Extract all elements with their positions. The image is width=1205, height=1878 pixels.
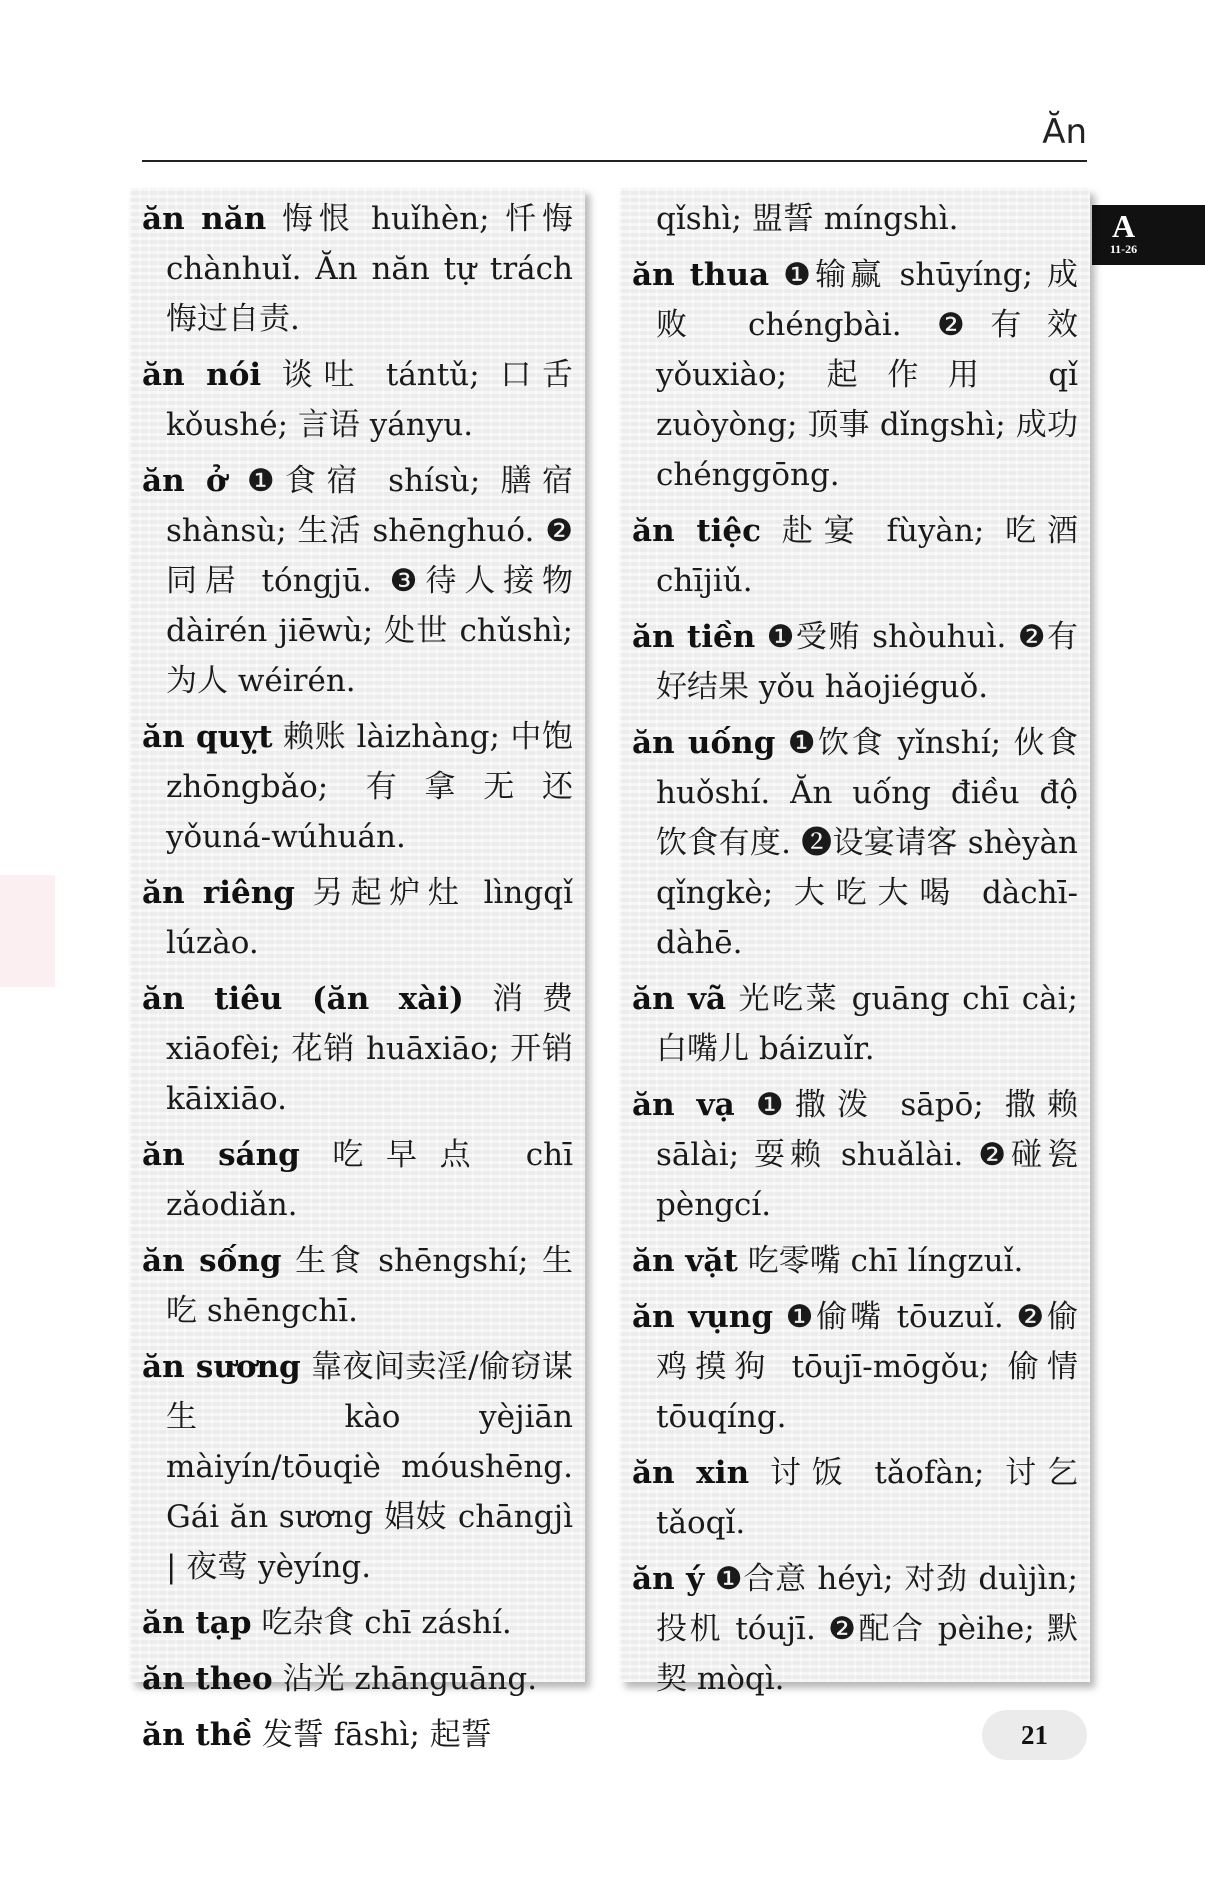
entry-definition: ❶饮食 yǐnshí; 伙食 huǒshí. Ăn uống điều độ 饮食有度. ❷设宴请客 shèyàn qǐngkè; 大吃大喝 dàchī-dàhē. <box>656 725 1078 961</box>
entry-definition: 沾光 zhānguāng. <box>272 1661 538 1697</box>
dictionary-entry <box>632 1448 1078 1548</box>
entry-headword: ăn tiêu (ăn xài) <box>142 981 464 1017</box>
entry-headword: ăn vụng <box>632 1299 773 1335</box>
entry-headword: ăn tiền <box>632 619 756 655</box>
entry-headword: ăn riêng <box>142 875 295 911</box>
dictionary-entry <box>632 612 1078 712</box>
entry-definition: qǐshì; 盟誓 míngshì. <box>656 201 959 237</box>
entry-definition: ❶合意 héyì; 对劲 duìjìn; 投机 tóujī. ❷配合 pèihe; 默契 mòqì. <box>656 1561 1078 1697</box>
dictionary-entry <box>632 1292 1078 1442</box>
dictionary-entry <box>632 1080 1078 1230</box>
entry-definition: ❶偷嘴 tōuzuǐ. ❷偷鸡摸狗 tōujī-mōgǒu; 偷情 tōuqíng. <box>656 1299 1078 1435</box>
entry-definition: 讨饭 tǎofàn; 讨乞 tǎoqǐ. <box>656 1455 1078 1541</box>
entry-headword: ăn uống <box>632 725 776 761</box>
entry-headword: ăn xin <box>632 1455 750 1491</box>
thumb-index-range: 11-26 <box>1109 242 1138 256</box>
dictionary-entry <box>632 974 1078 1074</box>
dictionary-entry <box>142 1130 573 1230</box>
entry-definition: 吃杂食 chī záshí. <box>251 1605 512 1641</box>
entry-definition: 靠夜间卖淫/偷窃谋生 kào yèjiān màiyín/tōuqiè móushēng. Gái ăn sương 娼妓 chāngjì | 夜莺 yèyíng. <box>166 1349 573 1585</box>
dictionary-entry <box>142 974 573 1124</box>
dictionary-entry <box>142 712 573 862</box>
thumb-index-letter: A <box>1111 208 1136 244</box>
dictionary-entry <box>632 194 1078 244</box>
dictionary-entry <box>142 1342 573 1592</box>
entry-headword: ăn thua <box>632 257 770 293</box>
left-column <box>130 188 585 1753</box>
dictionary-entry <box>142 1236 573 1336</box>
dictionary-entry <box>142 1598 573 1648</box>
entry-headword: ăn thề <box>142 1717 252 1753</box>
entry-definition: 光吃菜 guāng chī cài; 白嘴儿 báizuǐr. <box>656 981 1078 1067</box>
entry-definition: 谈吐 tántǔ; 口舌 kǒushé; 言语 yányu. <box>166 357 573 443</box>
entry-headword: ăn nói <box>142 357 262 393</box>
dictionary-entry <box>632 1236 1078 1286</box>
entry-definition: 吃早点 chī zǎodiǎn. <box>166 1137 574 1223</box>
running-head: Ăn <box>1042 112 1087 152</box>
entry-headword: ăn quỵt <box>142 719 273 755</box>
entry-headword: ăn theo <box>142 1661 273 1697</box>
dictionary-entry <box>632 1554 1078 1704</box>
dictionary-entry <box>632 506 1078 606</box>
entry-headword: ăn sống <box>142 1243 282 1279</box>
entry-headword: ăn sương <box>142 1349 301 1385</box>
entry-headword: ăn tạp <box>142 1605 252 1641</box>
entry-definition: 吃零嘴 chī língzuǐ. <box>737 1243 1024 1279</box>
entry-headword: ăn vặt <box>632 1243 738 1279</box>
right-column <box>620 188 1090 1697</box>
entry-headword: ăn vã <box>632 981 727 1017</box>
dictionary-entry <box>142 350 573 450</box>
dictionary-entry <box>142 1654 573 1704</box>
entry-definition: 悔恨 huǐhèn; 忏悔 chànhuǐ. Ăn năn tự trách 悔过自责. <box>166 201 573 337</box>
entry-headword: ăn tiệc <box>632 513 762 549</box>
entry-definition: 赖账 làizhàng; 中饱 zhōngbǎo; 有拿无还 yǒuná-wúhuán. <box>166 719 573 855</box>
dictionary-entry <box>142 194 573 344</box>
entry-headword: ăn năn <box>142 201 267 237</box>
entry-definition: 另起炉灶 lìngqǐ lúzào. <box>166 875 573 961</box>
entry-definition: 发誓 fāshì; 起誓 <box>252 1717 492 1753</box>
dictionary-entry <box>142 456 573 706</box>
entry-definition: 生食 shēngshí; 生吃 shēngchī. <box>166 1243 573 1329</box>
page-header <box>142 108 1087 162</box>
entry-definition: 消费 xiāofèi; 花销 huāxiāo; 开销 kāixiāo. <box>166 981 573 1117</box>
dictionary-entry <box>632 250 1078 500</box>
entry-headword: ăn sáng <box>142 1137 300 1173</box>
entry-definition: 赴宴 fùyàn; 吃酒 chījiǔ. <box>656 513 1078 599</box>
entry-headword: ăn ở <box>142 463 227 499</box>
page-number: 21 <box>982 1710 1087 1760</box>
thumb-index-tab <box>1092 205 1205 265</box>
entry-definition: ❶撒泼 sāpō; 撒赖 sālài; 耍赖 shuǎlài. ❷碰瓷 pèngcí. <box>656 1087 1078 1223</box>
dictionary-entry <box>632 718 1078 968</box>
side-edge-mark <box>0 875 55 987</box>
entry-definition: ❶输赢 shūyíng; 成败 chéngbài. ❷有效 yǒuxiào; 起作用 qǐ zuòyòng; 顶事 dǐngshì; 成功 chénggōng. <box>656 257 1078 493</box>
entry-headword: ăn vạ <box>632 1087 735 1123</box>
entry-headword: ăn ý <box>632 1561 705 1597</box>
entry-definition: ❶食宿 shísù; 膳宿 shànsù; 生活 shēnghuó. ❷同居 tóngjū. ❸待人接物 dàirén jiēwù; 处世 chǔshì; 为人 wéirén. <box>166 463 573 699</box>
dictionary-entry <box>142 1710 573 1760</box>
entry-definition: ❶受贿 shòuhuì. ❷有好结果 yǒu hǎojiéguǒ. <box>656 619 1078 705</box>
dictionary-entry <box>142 868 573 968</box>
